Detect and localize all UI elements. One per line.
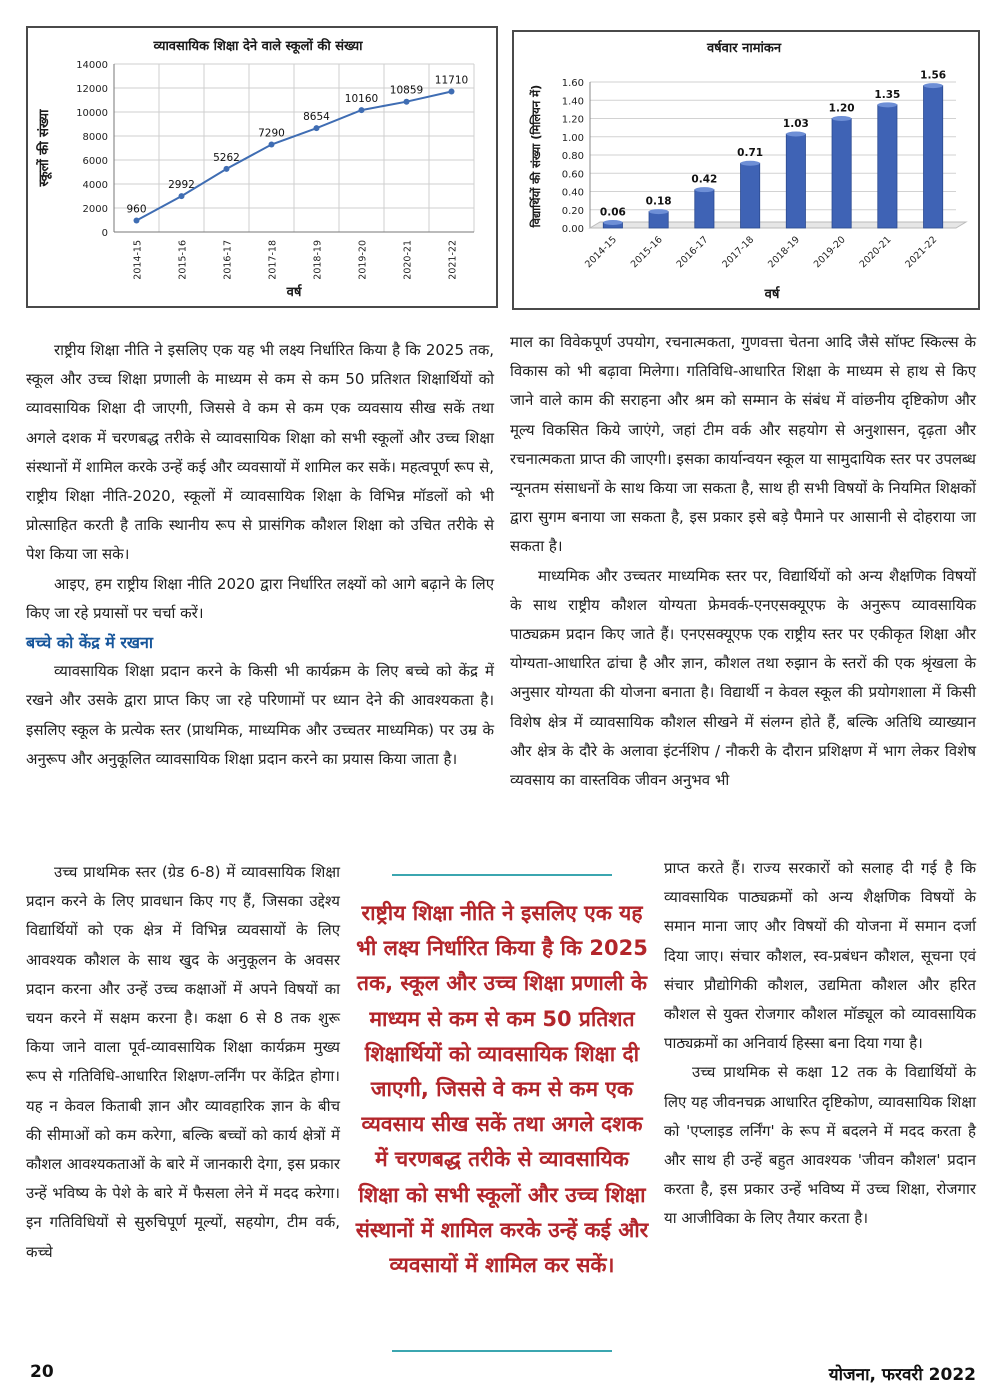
page-number: 20 <box>30 1362 54 1382</box>
data-label: 5262 <box>213 151 240 164</box>
y-tick-label: 0.80 <box>561 151 584 162</box>
y-axis-label: विद्यार्थियों की संख्या (मिलियन में) <box>529 84 543 228</box>
bar-cap <box>878 102 897 107</box>
chart-title: व्यावसायिक शिक्षा देने वाले स्कूलों की संख्या <box>153 39 363 54</box>
y-tick-label: 8000 <box>82 132 108 143</box>
y-tick-label: 1.60 <box>561 78 584 89</box>
bar <box>832 119 851 229</box>
y-tick-label: 1.40 <box>561 96 584 108</box>
data-point <box>359 107 365 113</box>
bar-cap <box>741 161 760 166</box>
bar-cap <box>695 187 714 192</box>
paragraph: आइए, हम राष्ट्रीय शिक्षा नीति 2020 द्वारा निर्धारित लक्ष्यों को आगे बढ़ाने के लिए किए जा रहे प्रयासों पर चर्चा करें। <box>26 574 494 622</box>
x-tick-label: 2018-19 <box>766 234 802 271</box>
data-label: 0.18 <box>645 195 672 208</box>
pull-quote-top-rule <box>392 874 612 876</box>
y-tick-label: 0.40 <box>561 187 584 199</box>
x-tick-label: 2019-20 <box>811 234 848 271</box>
x-tick-label: 2021-22 <box>447 240 459 280</box>
x-axis-label: वर्ष <box>286 285 302 300</box>
data-label: 1.03 <box>782 118 809 131</box>
data-label: 0.71 <box>737 147 764 160</box>
data-label: 0.42 <box>691 173 718 186</box>
article-column-right-top <box>510 328 976 795</box>
schools-line-chart <box>26 26 498 308</box>
x-tick-label: 2016-17 <box>674 234 711 271</box>
x-tick-label: 2019-20 <box>357 240 369 280</box>
data-label: 2992 <box>168 179 195 192</box>
bar <box>924 86 943 228</box>
schools-line-chart-svg <box>28 28 492 302</box>
y-tick-label: 12000 <box>76 84 108 95</box>
pull-quote <box>352 874 652 1352</box>
y-tick-label: 4000 <box>82 180 108 191</box>
pull-quote-text: राष्ट्रीय शिक्षा नीति ने इसलिए एक यह भी लक्ष्य निर्धारित किया है कि 2025 तक, स्कूल और उच्च शिक्षा प्रणाली के माध्यम से कम से कम 50 प्रतिशत शिक्षार्थियों को व्यावसायिक शिक्षा दी जाएगी, जिससे वे कम से कम एक व्यवसाय सीख सकें तथा अगले दशक में चरणबद्ध तरीके से व्यावसायिक शिक्षा को सभी स्कूलों और उच्च शिक्षा संस्थानों में शामिल करके उन्हें कई और व्यवसायों में शामिल कर सकें। <box>355 901 649 1278</box>
data-label: 8654 <box>303 111 330 124</box>
section-heading: बच्चे को केंद्र में रखना <box>26 633 154 653</box>
x-tick-label: 2014-15 <box>132 240 144 280</box>
data-point <box>404 99 410 105</box>
data-label: 7290 <box>258 127 285 140</box>
data-label: 960 <box>126 203 147 216</box>
data-point <box>314 125 320 131</box>
x-tick-label: 2018-19 <box>312 240 324 280</box>
data-point <box>449 88 455 94</box>
bar-cap <box>649 209 668 214</box>
x-tick-label: 2016-17 <box>222 240 234 280</box>
y-tick-label: 0.00 <box>561 224 584 235</box>
x-tick-label: 2015-16 <box>177 240 189 280</box>
x-tick-label: 2021-22 <box>903 234 940 271</box>
paragraph: माल का विवेकपूर्ण उपयोग, रचनात्मकता, गुणवत्ता चेतना आदि जैसे सॉफ्ट स्किल्स के विकास को भी बढ़ावा मिलेगा। गतिविधि-आधारित शिक्षा के माध्यम से हाथ से किए जाने वाले काम की सराहना और श्रम को सम्मान के संबंध में वांछनीय दृष्टिकोण और मूल्य विकसित किये जाएंगे, जहां टीम वर्क और सहयोग से अनुशासन, दृढ़ता और रचनात्मकता प्राप्त की जाएगी। इसका कार्यान्वयन स्कूल या सामुदायिक स्तर पर उपलब्ध न्यूनतम संसाधनों के साथ किया जा सकता है, साथ ही सभी विषयों के नियमित शिक्षकों द्वारा सुगम बनाया जा सकता है, इस प्रकार इसे बड़े पैमाने पर आसानी से दोहराया जा सकता है। <box>510 333 976 556</box>
bar <box>786 134 805 228</box>
x-tick-label: 2020-21 <box>402 240 414 280</box>
y-tick-label: 2000 <box>82 204 108 215</box>
paragraph: राष्ट्रीय शिक्षा नीति ने इसलिए एक यह भी लक्ष्य निर्धारित किया है कि 2025 तक, स्कूल और उच्च शिक्षा प्रणाली के माध्यम से कम से कम 50 प्रतिशत शिक्षार्थियों को व्यावसायिक शिक्षा दी जाएगी, जिससे वे कम से कम एक व्यवसाय सीख सकें तथा अगले दशक में चरणबद्ध तरीके से व्यावसायिक शिक्षा को सभी स्कूलों और उच्च शिक्षा संस्थानों में शामिल करके उन्हें कई और व्यवसायों में शामिल कर सकें। महत्वपूर्ण रूप से, राष्ट्रीय शिक्षा नीति-2020, स्कूलों में व्यावसायिक शिक्षा के विभिन्न मॉडलों को भी प्रोत्साहित करती है ताकि स्थानीय रूप से प्रासंगिक कौशल शिक्षा को उचित तरीके से पेश किया जा सके। <box>26 341 494 564</box>
bar-cap <box>924 83 943 88</box>
enrollment-bar-chart <box>512 30 980 310</box>
x-tick-label: 2017-18 <box>267 240 279 280</box>
data-point <box>179 193 185 199</box>
x-tick-label: 2014-15 <box>583 234 619 271</box>
enrollment-bar-chart-svg <box>514 32 974 304</box>
data-label: 10859 <box>389 84 424 97</box>
chart-floor <box>590 222 966 228</box>
x-tick-label: 2017-18 <box>720 234 757 271</box>
x-tick-label: 2015-16 <box>628 234 665 271</box>
x-axis-label: वर्ष <box>764 287 780 302</box>
pull-quote-bottom-rule <box>392 1350 612 1352</box>
bar-cap <box>603 220 622 225</box>
y-tick-label: 10000 <box>76 108 108 119</box>
y-tick-label: 0.20 <box>561 205 584 217</box>
data-point <box>134 217 140 223</box>
bar <box>741 163 760 228</box>
y-tick-label: 0 <box>101 228 108 239</box>
paragraph: उच्च प्राथमिक स्तर (ग्रेड 6-8) में व्यावसायिक शिक्षा प्रदान करने के लिए प्रावधान किए गए हैं, जिसका उद्देश्य विद्यार्थियों को एक क्षेत्र में विभिन्न व्यवसायों के लिए आवश्यक कौशल के साथ खुद के अनुकूलन के अवसर प्रदान करना और उन्हें उच्च कक्षाओं में अपने विषयों का चयन करने में सक्षम करना है। कक्षा 6 से 8 तक शुरू किया जाने वाला पूर्व-व्यावसायिक शिक्षा कार्यक्रम मुख्य रूप से गतिविधि-आधारित शिक्षण-लर्निंग पर केंद्रित होगा। यह न केवल किताबी ज्ञान और व्यावहारिक ज्ञान के बीच की सीमाओं को कम करेगा, बल्कि बच्चों को कार्य क्षेत्रों में कौशल आवश्यकताओं के बारे में जानकारी देगा, इस प्रकार उन्हें भविष्य के पेशे के बारे में फैसला लेने में मदद करेगा। इन गतिविधियों से सुरुचिपूर्ण मूल्यों, सहयोग, टीम वर्क, कच्चे <box>26 863 340 1261</box>
y-tick-label: 0.60 <box>561 169 584 181</box>
paragraph: उच्च प्राथमिक से कक्षा 12 तक के विद्यार्थियों के लिए यह जीवनचक्र आधारित दृष्टिकोण, व्यावसायिक शिक्षा को 'एप्लाइड लर्निंग' के रूप में बदलने में मदद करता है और साथ ही उन्हें बहुत आवश्यक 'जीवन कौशल' प्रदान करता है, इस प्रकार उन्हें भविष्य में उच्च शिक्षा, रोजगार या आजीविका के लिए तैयार करता है। <box>664 1063 976 1228</box>
data-label: 1.20 <box>828 102 855 115</box>
data-point <box>224 166 230 172</box>
y-tick-label: 1.20 <box>561 114 584 126</box>
data-point <box>269 142 275 148</box>
bar <box>695 190 714 228</box>
y-axis-label: स्कूलों की संख्या <box>37 109 52 187</box>
y-tick-label: 6000 <box>82 156 108 167</box>
paragraph: व्यावसायिक शिक्षा प्रदान करने के किसी भी कार्यक्रम के लिए बच्चे को केंद्र में रखने और उसके द्वारा प्राप्त किए जा रहे परिणामों पर ध्यान देने की आवश्यकता है। इसलिए स्कूल के प्रत्येक स्तर (प्राथमिक, माध्यमिक और उच्चतर माध्यमिक) पर उम्र के अनुरूप और अनुकूलित व्यावसायिक शिक्षा प्रदान करने का प्रयास किया जाता है। <box>26 662 494 768</box>
data-label: 1.56 <box>920 69 947 82</box>
paragraph: प्राप्त करते हैं। राज्य सरकारों को सलाह दी गई है कि व्यावसायिक पाठ्यक्रमों को अन्य शैक्षणिक विषयों के समान माना जाए और विषयों की योजना में समान दर्जा दिया जाए। संचार कौशल, स्व-प्रबंधन कौशल, सूचना एवं संचार प्रौद्योगिकी कौशल, उद्यमिता कौशल और हरित कौशल से युक्त रोजगार कौशल मॉड्यूल को व्यावसायिक पाठ्यक्रमों का अनिवार्य हिस्सा बना दिया गया है। <box>664 859 976 1053</box>
article-column-right-bottom <box>664 854 976 1234</box>
article-column-left-top <box>26 336 494 774</box>
data-label: 1.35 <box>874 88 901 101</box>
magazine-issue: योजना, फरवरी 2022 <box>828 1365 976 1385</box>
bar-cap <box>832 116 851 121</box>
paragraph: माध्यमिक और उच्चतर माध्यमिक स्तर पर, विद्यार्थियों को अन्य शैक्षणिक विषयों के साथ राष्ट्रीय कौशल योग्यता फ्रेमवर्क-एनएसक्यूएफ के अनुरूप व्यावसायिक पाठ्यक्रम प्रदान किए जाते हैं। एनएसक्यूएफ एक राष्ट्रीय स्तर पर एकीकृत शिक्षा और योग्यता-आधारित ढांचा है और ज्ञान, कौशल तथा रुझान के स्तरों की एक श्रृंखला के अनुसार योग्यता की योजना बनाता है। विद्यार्थी न केवल स्कूल की प्रयोगशाला में किसी विशेष क्षेत्र में व्यावसायिक कौशल सीखने में संलग्न होते हैं, बल्कि अतिथि व्याख्यान और क्षेत्र के दौरे के अलावा इंटर्नशिप / नौकरी के दौरान प्रशिक्षण में भाग लेकर विशेष व्यवसाय का वास्तविक जीवन अनुभव भी <box>510 566 976 790</box>
article-column-left-bottom <box>26 858 340 1267</box>
data-label: 11710 <box>434 74 469 87</box>
bar <box>878 105 897 228</box>
y-tick-label: 14000 <box>76 60 108 71</box>
data-label: 10160 <box>344 93 379 106</box>
bar-cap <box>786 132 805 137</box>
y-tick-label: 1.00 <box>561 132 584 144</box>
data-label: 0.06 <box>599 206 626 219</box>
x-tick-label: 2020-21 <box>857 234 894 271</box>
chart-title: वर्षवार नामांकन <box>706 41 782 56</box>
